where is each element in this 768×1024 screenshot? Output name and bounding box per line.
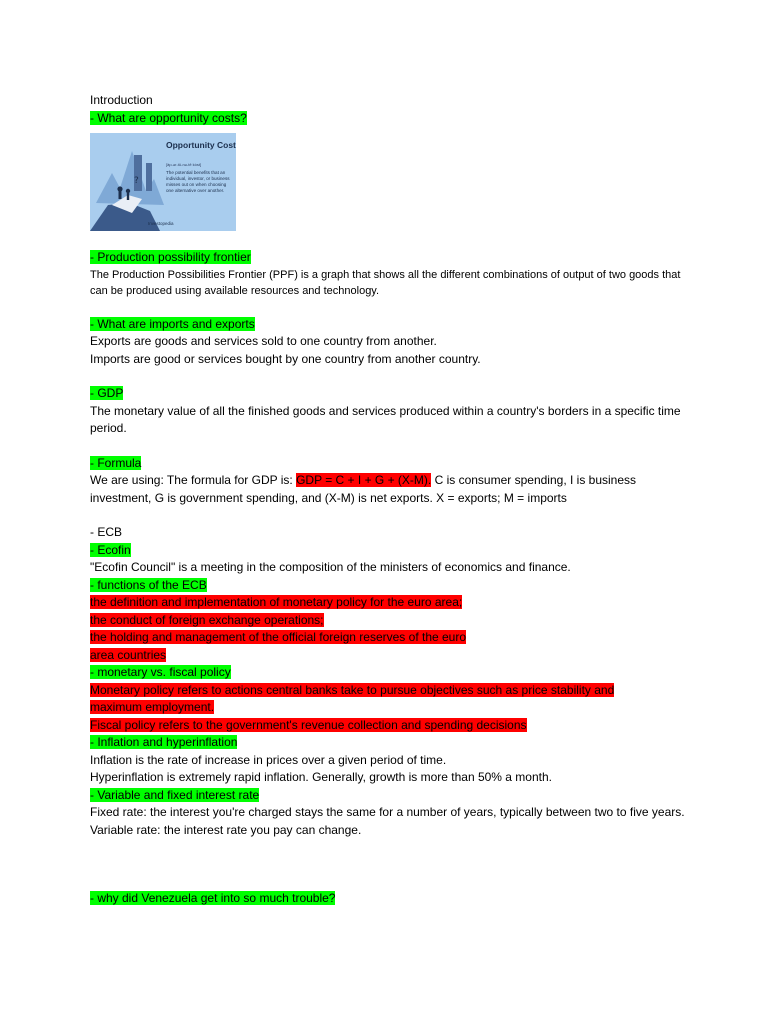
ecb-function-item: the conduct of foreign exchange operations; bbox=[90, 612, 324, 627]
gdp-heading: - GDP bbox=[90, 386, 124, 400]
ecb-heading: - ECB bbox=[90, 525, 123, 539]
formula-prefix: We are using: The formula for GDP is: bbox=[90, 473, 297, 487]
svg-text:?: ? bbox=[134, 176, 139, 186]
figure-brand-logo: Investopedia bbox=[148, 221, 174, 226]
formula-heading: - Formula bbox=[90, 455, 142, 470]
figure-description: The potential benefits that an individual, investor, or business misses out on when choosing one alternative over another. bbox=[166, 170, 230, 193]
opportunity-cost-illustration bbox=[90, 133, 236, 231]
formula-text bbox=[90, 472, 690, 507]
trade-heading: - What are imports and exports bbox=[90, 316, 255, 331]
ppf-text: The Production Possibilities Frontier (PPF) is a graph that shows all the different combinations of output of two goods that can be produced using available resources and technology. bbox=[90, 268, 681, 297]
monetary-policy-text: Monetary policy refers to actions central banks take to pursue objectives such as price stability and bbox=[90, 682, 615, 697]
gdp-equation: GDP = C + I + G + (X-M). bbox=[296, 473, 432, 487]
ecb-functions-heading: - functions of the ECB bbox=[90, 577, 207, 592]
hyperinflation-text: Hyperinflation is extremely rapid inflation. Generally, growth is more than 50% a month. bbox=[90, 770, 552, 784]
inflation-text: Inflation is the rate of increase in prices over a given period of time. bbox=[90, 752, 447, 767]
interest-rate-heading: - Variable and fixed interest rate bbox=[90, 787, 260, 802]
ecb-function-item: the definition and implementation of monetary policy for the euro area; bbox=[90, 595, 463, 609]
figure-title: Opportunity Cost bbox=[166, 140, 236, 150]
monetary-policy-text-cont: maximum employment. bbox=[90, 700, 215, 714]
ecofin-heading: - Ecofin bbox=[90, 542, 131, 557]
fiscal-policy-text: Fiscal policy refers to the government's revenue collection and spending decisions bbox=[90, 717, 527, 732]
ecb-function-item: the holding and management of the official foreign reserves of the euro bbox=[90, 630, 467, 644]
formula-suffix: C is consumer spending, I is business investment, G is government spending, and (X-M) is net exports. X = exports; M = imports bbox=[90, 473, 637, 505]
variable-rate-text: Variable rate: the interest rate you pay can change. bbox=[90, 822, 362, 837]
gdp-text: The monetary value of all the finished goods and services produced within a country's borders in a specific time period. bbox=[90, 403, 681, 435]
ecb-function-item: area countries bbox=[90, 647, 167, 662]
imports-text: Imports are good or services bought by one country from another country. bbox=[90, 351, 481, 366]
opportunity-cost-question: - What are opportunity costs? bbox=[90, 110, 247, 125]
figure-pronunciation: [äp-ər-tü-nə-tē kȯst] bbox=[166, 162, 202, 167]
inflation-heading: - Inflation and hyperinflation bbox=[90, 735, 238, 749]
venezuela-heading: - why did Venezuela get into so much trouble? bbox=[90, 891, 336, 905]
policy-heading: - monetary vs. fiscal policy bbox=[90, 665, 231, 679]
document-body bbox=[90, 92, 690, 908]
fixed-rate-text: Fixed rate: the interest you're charged stays the same for a number of years, typically between two to five years. bbox=[90, 805, 685, 819]
exports-text: Exports are goods and services sold to one country from another. bbox=[90, 334, 437, 348]
ecofin-text: "Ecofin Council" is a meeting in the composition of the ministers of economics and finance. bbox=[90, 560, 571, 574]
intro-heading: Introduction bbox=[90, 93, 153, 107]
ppf-heading: - Production possibility frontier bbox=[90, 250, 251, 264]
